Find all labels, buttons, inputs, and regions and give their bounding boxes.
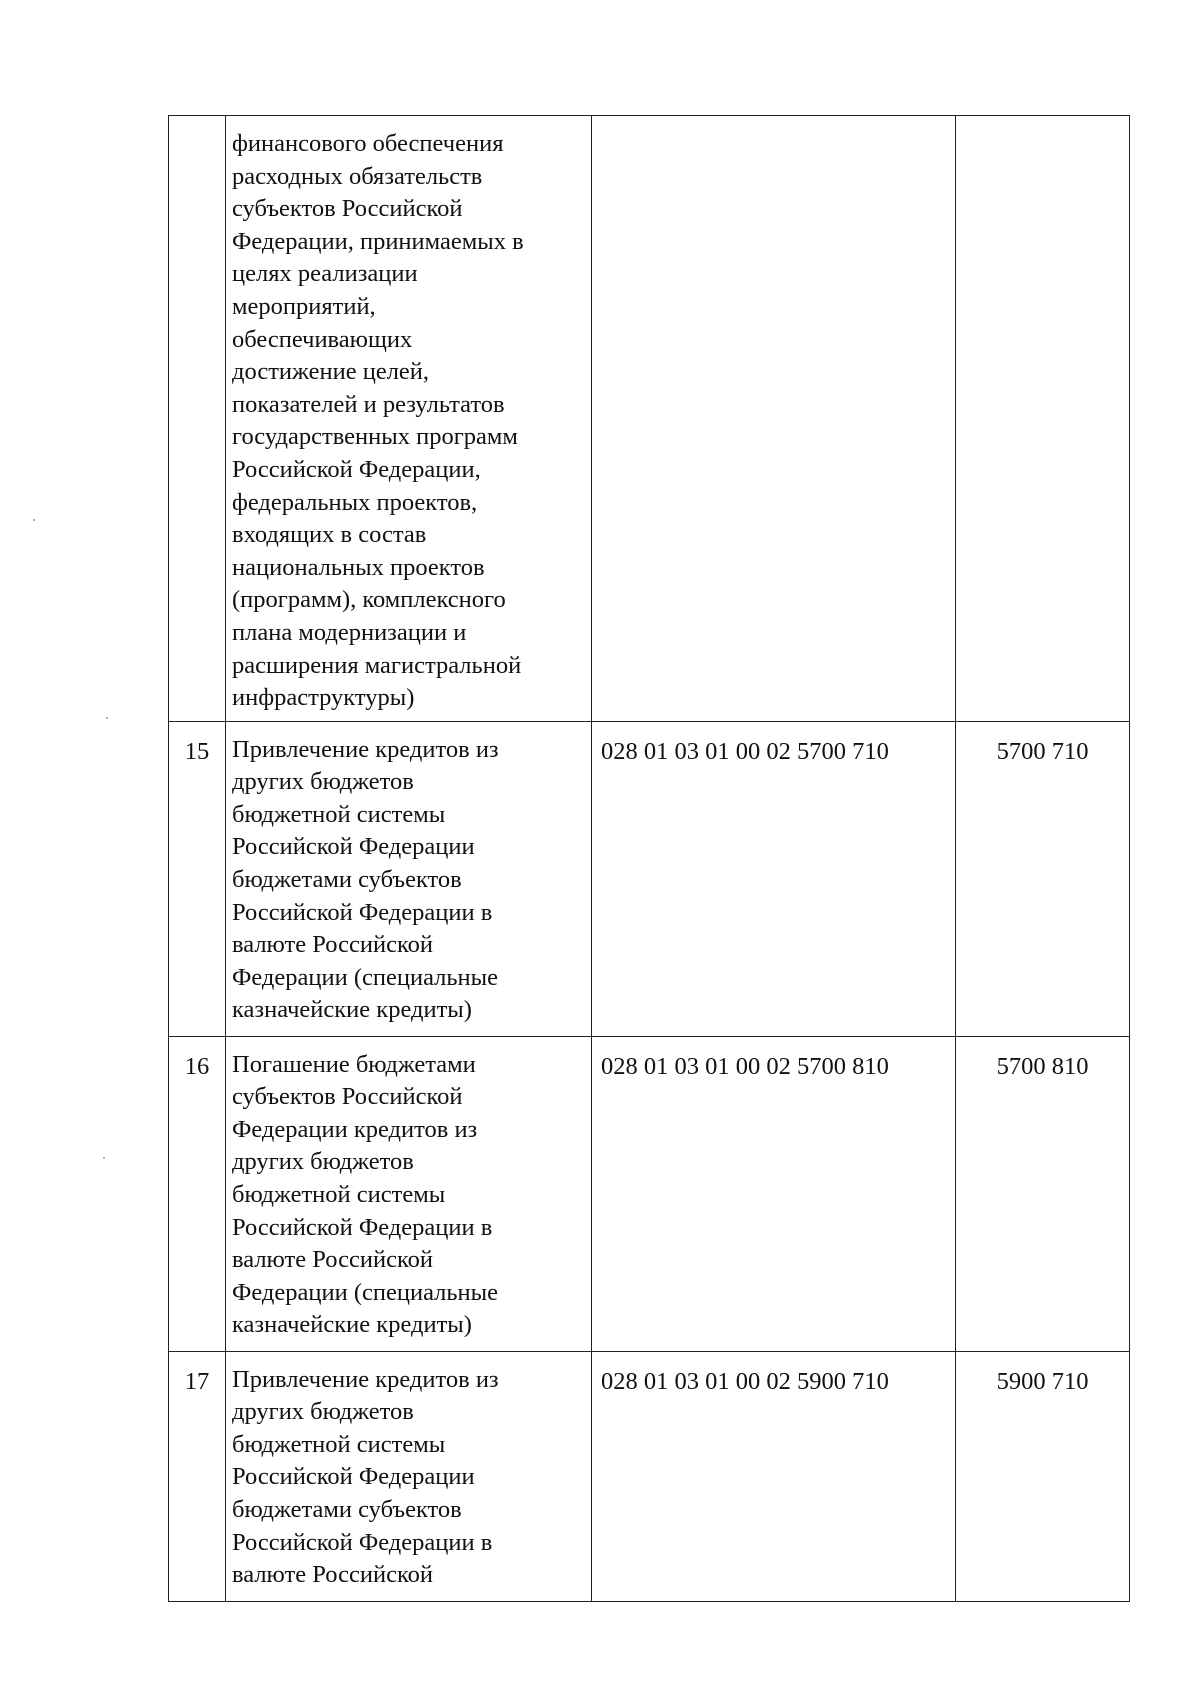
- name-line: казначейские кредиты): [232, 996, 472, 1024]
- name-line: субъектов Российской: [232, 1083, 463, 1111]
- name-line: достижение целей,: [232, 358, 430, 386]
- name-line: Привлечение кредитов из: [232, 735, 499, 763]
- row-short-code-cell: 5700 710: [956, 721, 1130, 1036]
- row-name-cell: [226, 116, 592, 722]
- row-number-cell: 15: [169, 721, 226, 1036]
- name-line: целях реализации: [232, 260, 418, 288]
- name-line: мероприятий,: [232, 292, 376, 320]
- table-row: [169, 116, 1130, 722]
- name-line: других бюджетов: [232, 768, 414, 796]
- name-line: других бюджетов: [232, 1148, 414, 1176]
- name-line: (программ), комплексного: [232, 586, 506, 614]
- table-row: [169, 1036, 1130, 1351]
- name-line: плана модернизации и: [232, 618, 467, 646]
- name-line: других бюджетов: [232, 1398, 414, 1426]
- name-line: Российской Федерации в: [232, 898, 493, 926]
- name-line: Российской Федерации: [232, 1463, 475, 1491]
- scan-speck: [33, 519, 35, 521]
- name-line: бюджетной системы: [232, 800, 446, 828]
- name-line: бюджетной системы: [232, 1181, 446, 1209]
- row-short-code-cell: [956, 116, 1130, 722]
- name-line: расходных обязательств: [232, 162, 483, 190]
- row-code-cell: 028 01 03 01 00 02 5900 710: [592, 1351, 956, 1601]
- scan-speck: [106, 717, 108, 719]
- name-line: входящих в состав: [232, 521, 427, 549]
- row-name-cell: [226, 1036, 592, 1351]
- row-number-cell: 16: [169, 1036, 226, 1351]
- row-code-cell: 028 01 03 01 00 02 5700 710: [592, 721, 956, 1036]
- name-line: Привлечение кредитов из: [232, 1365, 499, 1393]
- name-line: бюджетами субъектов: [232, 1496, 462, 1524]
- name-line: бюджетной системы: [232, 1430, 446, 1458]
- name-line: Федерации кредитов из: [232, 1115, 478, 1143]
- name-line: Российской Федерации,: [232, 455, 481, 483]
- row-name-cell: [226, 1351, 592, 1601]
- name-line: валюте Российской: [232, 1561, 433, 1589]
- name-line: инфраструктуры): [232, 684, 415, 712]
- name-line: показателей и результатов: [232, 390, 505, 418]
- name-line: Погашение бюджетами: [232, 1050, 476, 1078]
- name-line: Федерации (специальные: [232, 963, 499, 991]
- name-line: Федерации, принимаемых в: [232, 227, 524, 255]
- name-line: бюджетами субъектов: [232, 866, 462, 894]
- name-line: финансового обеспечения: [232, 130, 504, 157]
- name-line: казначейские кредиты): [232, 1311, 472, 1339]
- table-row: [169, 1351, 1130, 1601]
- name-line: Российской Федерации в: [232, 1213, 493, 1241]
- row-number-cell: 17: [169, 1351, 226, 1601]
- name-line: национальных проектов: [232, 553, 485, 581]
- name-line: субъектов Российской: [232, 195, 463, 223]
- name-line: Российской Федерации в: [232, 1528, 493, 1556]
- scan-speck: [103, 1157, 105, 1159]
- table-body: [169, 116, 1130, 1602]
- row-name-cell: [226, 721, 592, 1036]
- name-line: федеральных проектов,: [232, 488, 478, 516]
- name-line: валюте Российской: [232, 1246, 433, 1274]
- budget-codes-table: [168, 115, 1130, 1602]
- name-line: Федерации (специальные: [232, 1278, 499, 1306]
- table-row: [169, 721, 1130, 1036]
- name-line: расширения магистральной: [232, 651, 522, 679]
- row-code-cell: [592, 116, 956, 722]
- row-short-code-cell: 5700 810: [956, 1036, 1130, 1351]
- row-number-cell: [169, 116, 226, 722]
- name-line: государственных программ: [232, 423, 518, 451]
- row-code-cell: 028 01 03 01 00 02 5700 810: [592, 1036, 956, 1351]
- name-line: Российской Федерации: [232, 833, 475, 861]
- name-line: валюте Российской: [232, 931, 433, 959]
- row-short-code-cell: 5900 710: [956, 1351, 1130, 1601]
- name-line: обеспечивающих: [232, 325, 413, 353]
